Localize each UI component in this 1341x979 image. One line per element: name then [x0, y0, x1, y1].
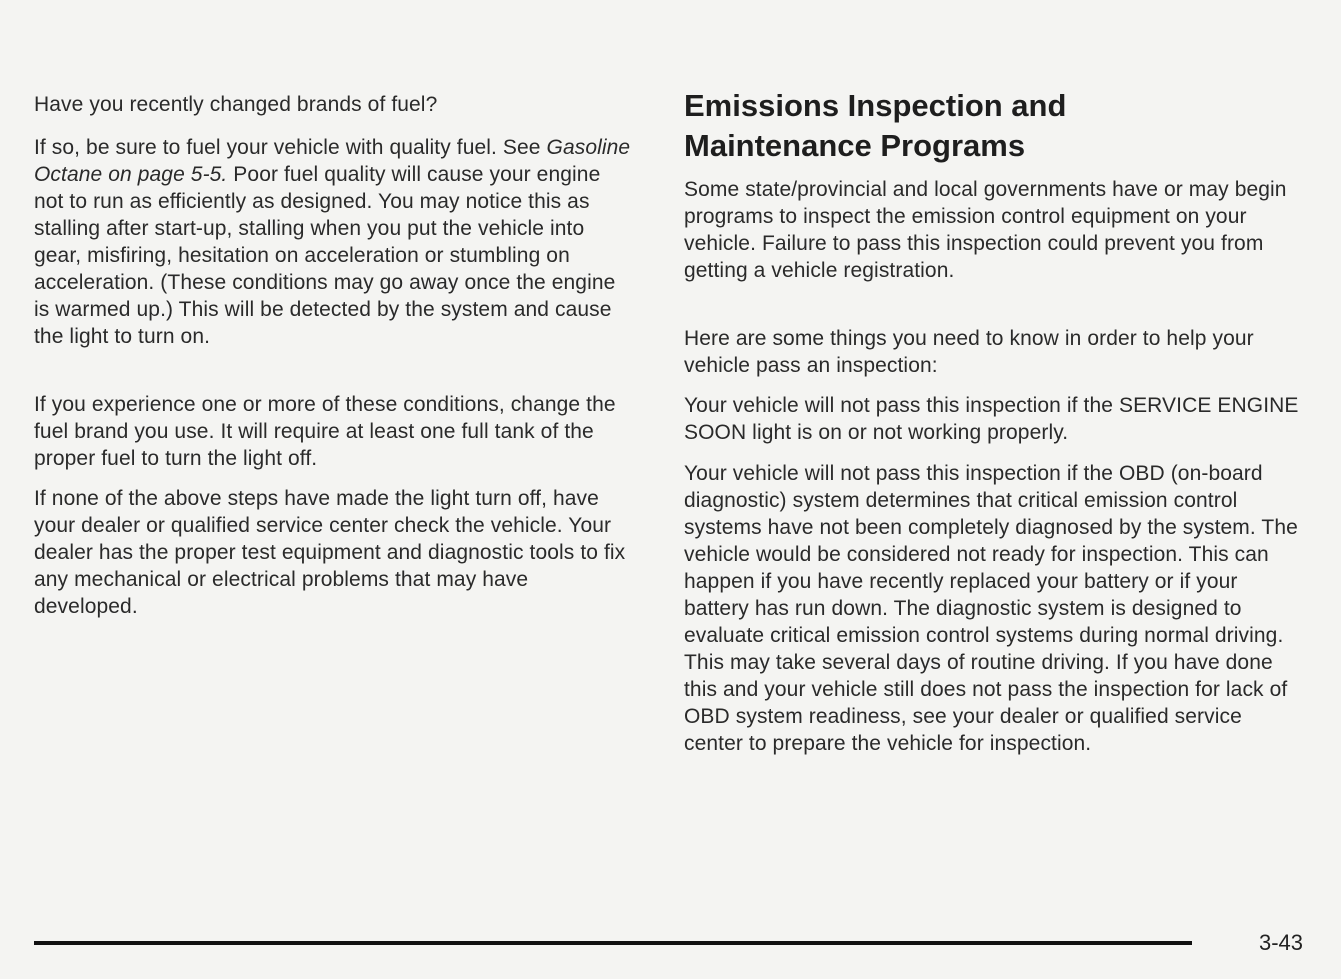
gasoline-octane-reference: Gasoline Octane on page 5-5. [34, 136, 631, 186]
fuel-quality-text-a: If so, be sure to fuel your vehicle with quality fuel. See [34, 136, 547, 159]
section-heading-line1: Emissions Inspection and [684, 88, 1067, 123]
fuel-question: Have you recently changed brands of fuel? [34, 93, 438, 116]
obd-readiness-paragraph: Your vehicle will not pass this inspection if the OBD (on-board diagnostic) system determines that critical emission control systems have not been completely diagnosed by the system. The vehicle would be considered not ready for inspection. This can happen if you have recently replaced your battery or if your battery has run down. The diagnostic system is designed to evaluate critical emission control systems during normal driving. This may take several days of routine driving. If you have done this and your vehicle still does not pass the inspection for lack of OBD system readiness, see your dealer or qualified service center to prepare the vehicle for inspection. [684, 462, 1298, 755]
footer-rule [34, 941, 1192, 945]
things-to-know-paragraph: Here are some things you need to know in order to help your vehicle pass an inspection: [684, 327, 1254, 377]
fuel-quality-text-b: Poor fuel quality will cause your engine not to run as efficiently as designed. You may notice this as stalling after start-up, stalling when you put the vehicle into gear, misfiring, hesitation on acceleration or stumbling on acceleration. (These conditions may go away once the engine is warmed up.) This will be detected by the system and cause the light to turn on. [34, 163, 616, 348]
change-fuel-brand-paragraph: If you experience one or more of these conditions, change the fuel brand you use. It will require at least one full tank of the proper fuel to turn the light off. [34, 393, 616, 470]
section-heading-line2: Maintenance Programs [684, 128, 1026, 163]
dealer-check-paragraph: If none of the above steps have made the light turn off, have your dealer or qualified service center check the vehicle. Your dealer has the proper test equipment and diagnostic tools to fix any mechanical or electrical problems that may have developed. [34, 487, 626, 618]
programs-intro-paragraph: Some state/provincial and local governments have or may begin programs to inspect the emission control equipment on your vehicle. Failure to pass this inspection could prevent you from getting a vehicle registration. [684, 178, 1287, 282]
page-number: 3-43 [1258, 930, 1303, 955]
service-engine-light-paragraph: Your vehicle will not pass this inspection if the SERVICE ENGINE SOON light is on or not working properly. [684, 394, 1299, 444]
section-heading [684, 86, 1066, 166]
fuel-quality-paragraph [34, 134, 634, 350]
